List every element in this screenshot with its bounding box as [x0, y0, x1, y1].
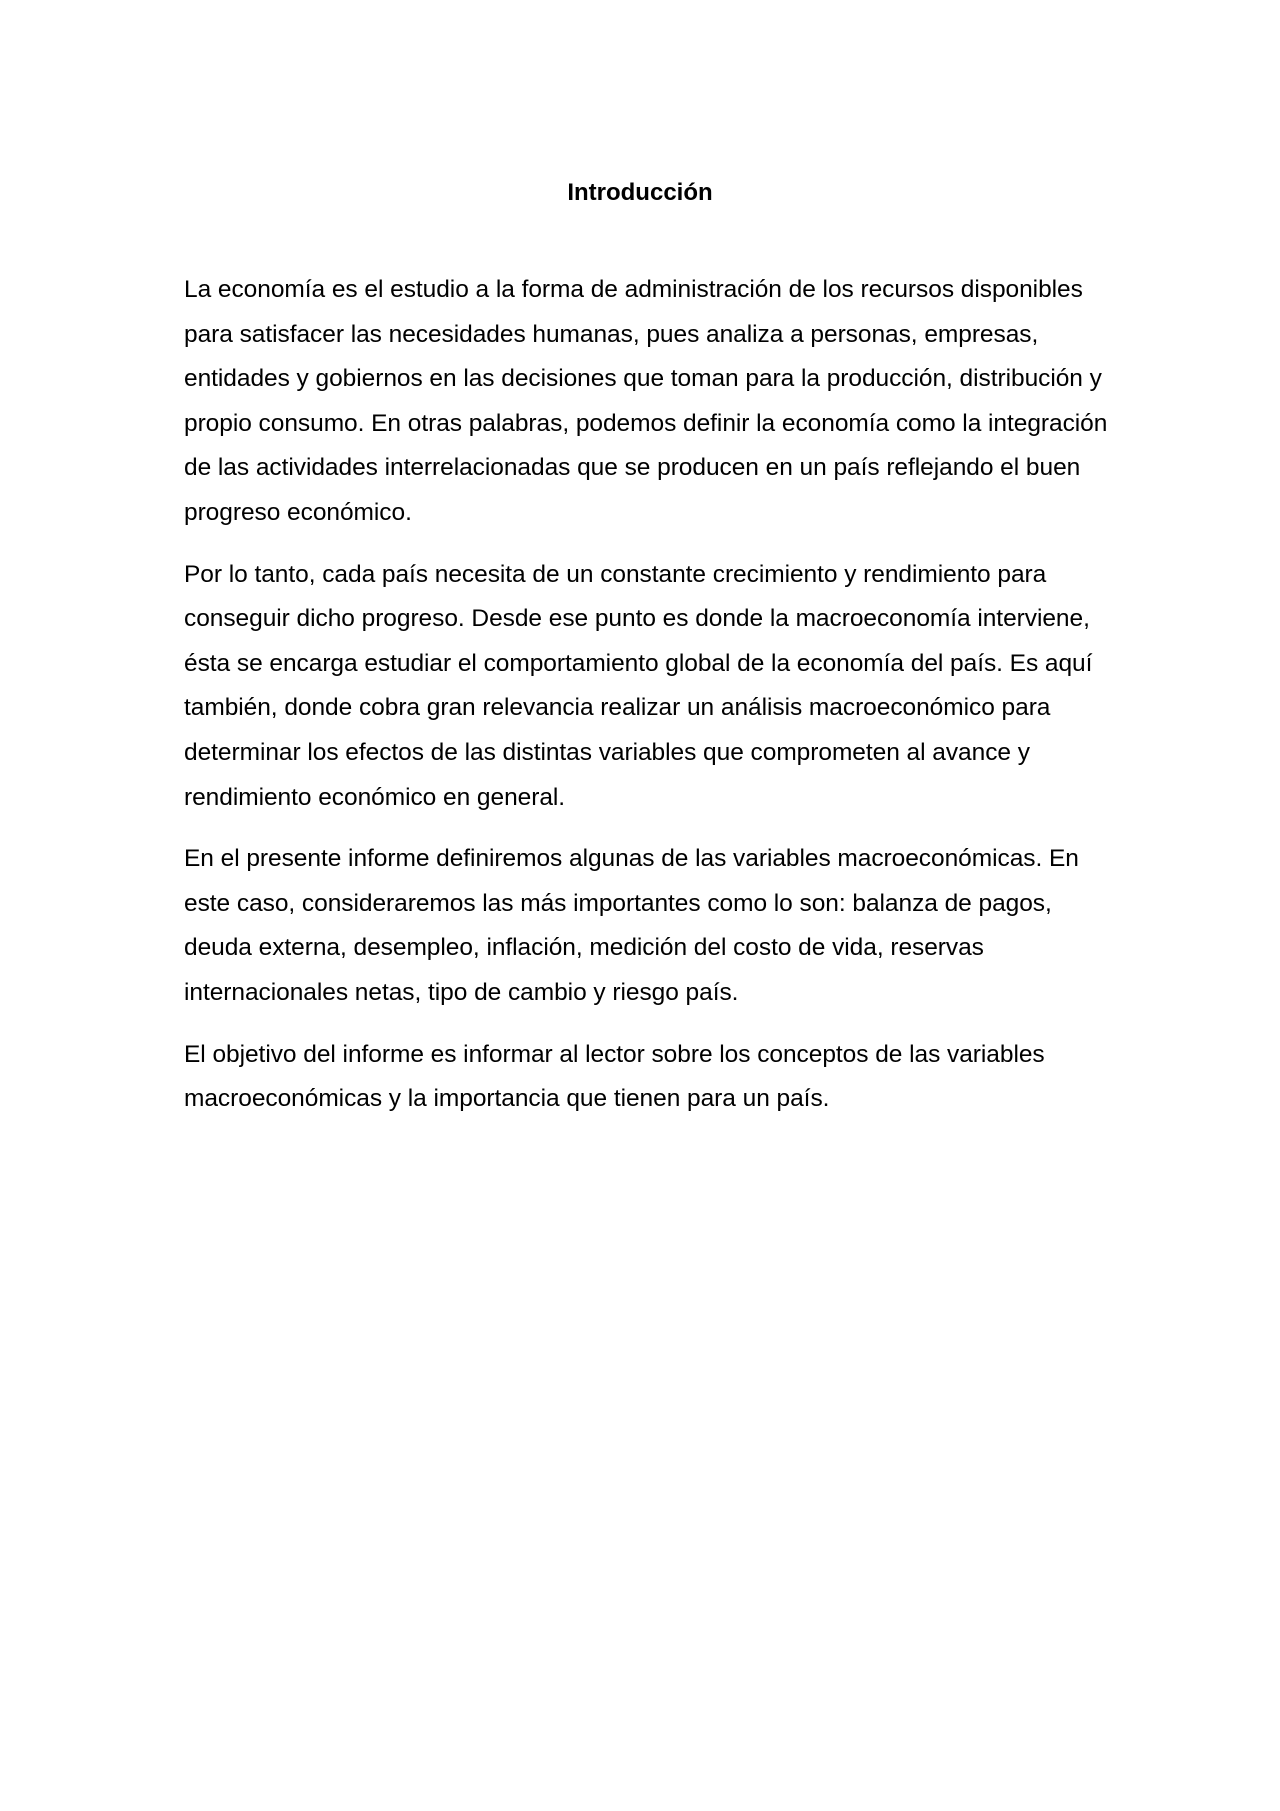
paragraph-2: Por lo tanto, cada país necesita de un constante crecimiento y rendimiento para conseguir dicho progreso. Desde ese punto es donde la macroeconomía interviene, ésta se encarga estudiar el comportamiento global de la economía del país. Es aquí también, donde cobra gran relevancia realizar un análisis macroeconómico para determinar los efectos de las distintas variables que comprometen al avance y rendimiento económico en general.: [184, 560, 1093, 811]
body-text: [184, 268, 1119, 1139]
paragraph-4: El objetivo del informe es informar al lector sobre los conceptos de las variables macroeconómicas y la importancia que tienen para un país.: [184, 1040, 1045, 1113]
paragraph-3: En el presente informe definiremos algunas de las variables macroeconómicas. En este caso, consideraremos las más importantes como lo son: balanza de pagos, deuda externa, desempleo, inflación, medición del costo de vida, reservas internacionales netas, tipo de cambio y riesgo país.: [184, 845, 1079, 1006]
page-title: Introducción: [567, 179, 713, 206]
paragraph-1: La economía es el estudio a la forma de administración de los recursos disponibles para satisfacer las necesidades humanas, pues analiza a personas, empresas, entidades y gobiernos en las decisiones que toman para la producción, distribución y propio consumo. En otras palabras, podemos definir la economía como la integración de las actividades interrelacionadas que se producen en un país reflejando el buen progreso económico.: [184, 276, 1108, 526]
